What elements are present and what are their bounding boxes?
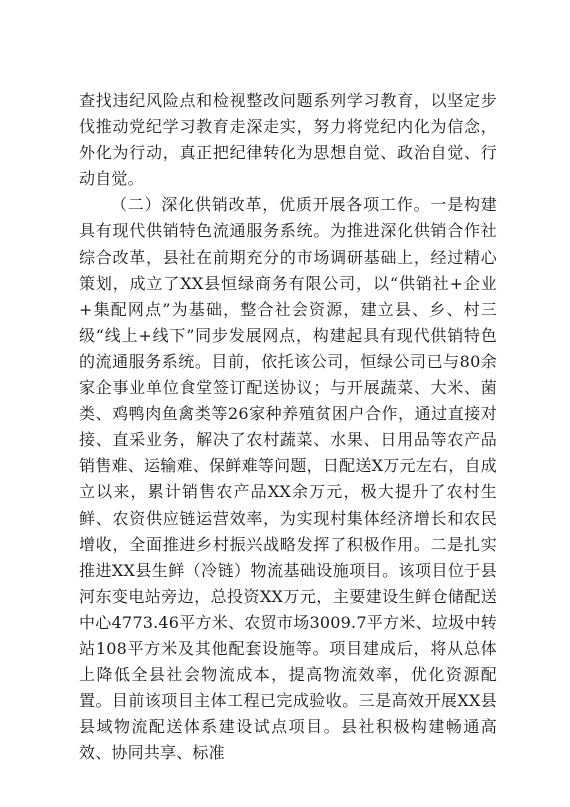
paragraph-continuation: 查找违纪风险点和检视整改问题系列学习教育，以坚定步伐推动党纪学习教育走深走实，努力将党纪内化为信念，外化为行动，真正把纪律转化为思想自觉、政治自觉、行动自觉。	[79, 91, 497, 189]
paragraph-supply-reform: （二）深化供销改革，优质开展各项工作。一是构建具有现代供销特色流通服务系统。为推进深化供销合作社综合改革，县社在前期充分的市场调研基础上，经过精心策划，成立了XX县恒绿商务有限公司，以“供销社+企业+集配网点”为基础，整合社会资源，建立县、乡、村三级“线上+线下”同步发展网点，构建起具有现代供销特色的流通服务系统。目前，依托该公司，恒绿公司已与80余家企事业单位食堂签订配送协议；与开展蔬菜、大米、菌类、鸡鸭肉鱼禽类等26家种养殖贫困户合作，通过直接对接、直采业务，解决了农村蔬菜、水果、日用品等农产品销售难、运输难、保鲜难等问题，日配送X万元左右，自成立以来，累计销售农产品XX余万元，极大提升了农村生鲜、农资供应链运营效率，为实现村集体经济增长和农民增收，全面推进乡村振兴战略发挥了积极作用。二是扎实推进XX县生鲜（冷链）物流基础设施项目。该项目位于县河东变电站旁边，总投资XX万元，主要建设生鲜仓储配送中心4773.46平方米、农贸市场3009.7平方米、垃圾中转站108平方米及其他配套设施等。项目建成后，将从总体上降低全县社会物流成本，提高物流效率，优化资源配置。目前该项目主体工程已完成验收。三是高效开展XX县县域物流配送体系建设试点项目。县社积极构建畅通高效、协同共享、标准	[79, 195, 497, 763]
document-body	[79, 88, 497, 766]
